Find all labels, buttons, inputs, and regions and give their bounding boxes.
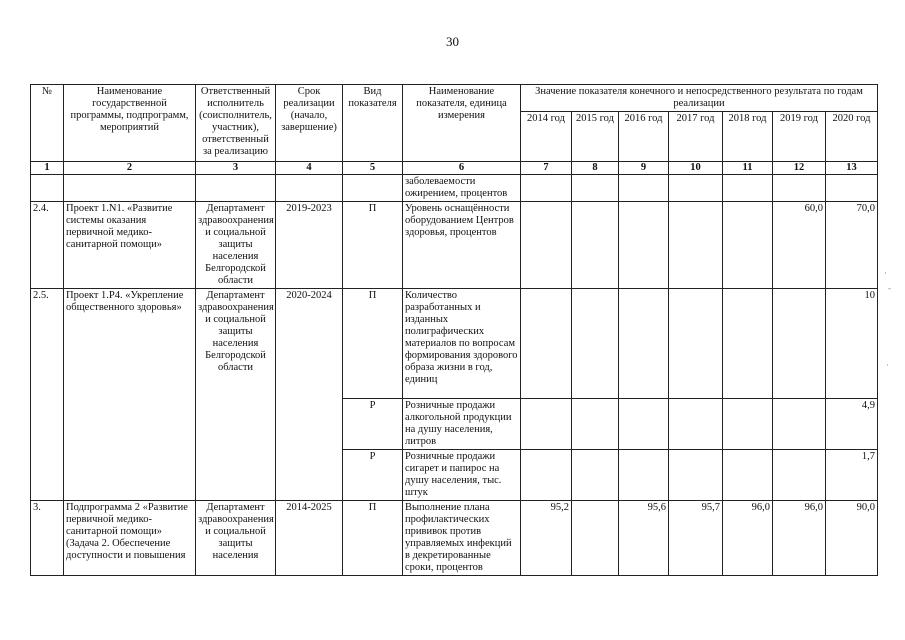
value-2014 xyxy=(521,399,572,450)
value-2019 xyxy=(773,289,826,399)
program-name: Подпрограмма 2 «Развитие первичной медико-санитарной помощи» (Задача 2. Обеспечение доступности и повышения xyxy=(64,501,196,576)
scan-mark: · xyxy=(886,360,889,370)
column-number: 10 xyxy=(669,162,723,175)
column-number: 8 xyxy=(572,162,619,175)
value-2015 xyxy=(572,202,619,289)
indicator-name: Розничные продажи сигарет и папирос на душу населения, тыс. штук xyxy=(403,450,521,501)
header-num: № xyxy=(31,85,64,162)
header-indicator-type: Вид показателя xyxy=(343,85,403,162)
scan-mark: · xyxy=(884,268,887,278)
responsible: Департамент здравоохранения и социальной защиты населения xyxy=(196,501,276,576)
value-2016 xyxy=(619,450,669,501)
indicator-type: Р xyxy=(343,399,403,450)
column-number: 7 xyxy=(521,162,572,175)
value-2014 xyxy=(521,289,572,399)
value-2019 xyxy=(773,399,826,450)
header-year: 2019 год xyxy=(773,112,826,162)
value-2014: 95,2 xyxy=(521,501,572,576)
value-2017 xyxy=(669,450,723,501)
header-values-group: Значение показателя конечного и непосредственного результата по годам реализации xyxy=(521,85,878,112)
column-number: 11 xyxy=(723,162,773,175)
program-name: Проект 1.P4. «Укрепление общественного здоровья» xyxy=(64,289,196,501)
page-number: 30 xyxy=(446,34,459,49)
indicators-table xyxy=(30,84,878,576)
header-year: 2015 год xyxy=(572,112,619,162)
value-2014 xyxy=(521,450,572,501)
value-2017 xyxy=(669,399,723,450)
value-2018: 96,0 xyxy=(723,501,773,576)
period: 2019-2023 xyxy=(276,202,343,289)
indicator-name: Выполнение плана профилактических прививок против управляемых инфекций в декретированные сроки, процентов xyxy=(403,501,521,576)
column-number: 5 xyxy=(343,162,403,175)
column-number: 9 xyxy=(619,162,669,175)
header-year: 2014 год xyxy=(521,112,572,162)
column-number: 3 xyxy=(196,162,276,175)
value-2016 xyxy=(619,202,669,289)
header-year: 2020 год xyxy=(826,112,878,162)
value-2018 xyxy=(723,399,773,450)
indicator-name: заболеваемости ожирением, процентов xyxy=(403,175,521,202)
period: 2014-2025 xyxy=(276,501,343,576)
value-2018 xyxy=(723,289,773,399)
header-row-1 xyxy=(31,85,878,112)
value-2015 xyxy=(572,501,619,576)
value-2016 xyxy=(619,399,669,450)
period: 2020-2024 xyxy=(276,289,343,501)
header-year: 2016 год xyxy=(619,112,669,162)
column-number: 1 xyxy=(31,162,64,175)
continuation-row xyxy=(31,175,878,202)
indicator-name: Розничные продажи алкогольной продукции на душу населения, литров xyxy=(403,399,521,450)
value-2015 xyxy=(572,450,619,501)
value-2016 xyxy=(619,289,669,399)
header-year: 2018 год xyxy=(723,112,773,162)
indicator-type: П xyxy=(343,202,403,289)
header-period: Срок реализации (начало, завершение) xyxy=(276,85,343,162)
table-row xyxy=(31,501,878,576)
value-2020: 1,7 xyxy=(826,450,878,501)
row-number: 2.4. xyxy=(31,202,64,289)
value-2018 xyxy=(723,450,773,501)
value-2019: 96,0 xyxy=(773,501,826,576)
responsible: Департамент здравоохранения и социальной защиты населения Белгородской области xyxy=(196,289,276,501)
indicator-name: Уровень оснащённости оборудованием Центров здоровья, процентов xyxy=(403,202,521,289)
row-number: 3. xyxy=(31,501,64,576)
header-responsible: Ответственный исполнитель (соисполнитель, участник), ответственный за реализацию xyxy=(196,85,276,162)
indicator-type: Р xyxy=(343,450,403,501)
value-2020: 90,0 xyxy=(826,501,878,576)
value-2017 xyxy=(669,289,723,399)
header-year: 2017 год xyxy=(669,112,723,162)
indicator-type: П xyxy=(343,289,403,399)
value-2019: 60,0 xyxy=(773,202,826,289)
value-2015 xyxy=(572,399,619,450)
column-number: 6 xyxy=(403,162,521,175)
table-row xyxy=(31,289,878,399)
value-2015 xyxy=(572,289,619,399)
scan-mark: - xyxy=(888,283,891,293)
indicator-name: Количество разработанных и изданных полиграфических материалов по вопросам формирования здорового образа жизни в год, единиц xyxy=(403,289,521,399)
table-row xyxy=(31,202,878,289)
value-2020: 10 xyxy=(826,289,878,399)
column-number: 13 xyxy=(826,162,878,175)
value-2017: 95,7 xyxy=(669,501,723,576)
column-number: 12 xyxy=(773,162,826,175)
responsible: Департамент здравоохранения и социальной защиты населения Белгородской области xyxy=(196,202,276,289)
value-2020: 4,9 xyxy=(826,399,878,450)
value-2019 xyxy=(773,450,826,501)
column-number: 4 xyxy=(276,162,343,175)
value-2018 xyxy=(723,202,773,289)
value-2014 xyxy=(521,202,572,289)
indicator-type: П xyxy=(343,501,403,576)
header-name: Наименование государственной программы, подпрограмм, мероприятий xyxy=(64,85,196,162)
program-name: Проект 1.N1. «Развитие системы оказания первичной медико-санитарной помощи» xyxy=(64,202,196,289)
value-2017 xyxy=(669,202,723,289)
header-indicator-name: Наименование показателя, единица измерения xyxy=(403,85,521,162)
row-number: 2.5. xyxy=(31,289,64,501)
value-2020: 70,0 xyxy=(826,202,878,289)
value-2016: 95,6 xyxy=(619,501,669,576)
column-numbers-row xyxy=(31,162,878,175)
column-number: 2 xyxy=(64,162,196,175)
